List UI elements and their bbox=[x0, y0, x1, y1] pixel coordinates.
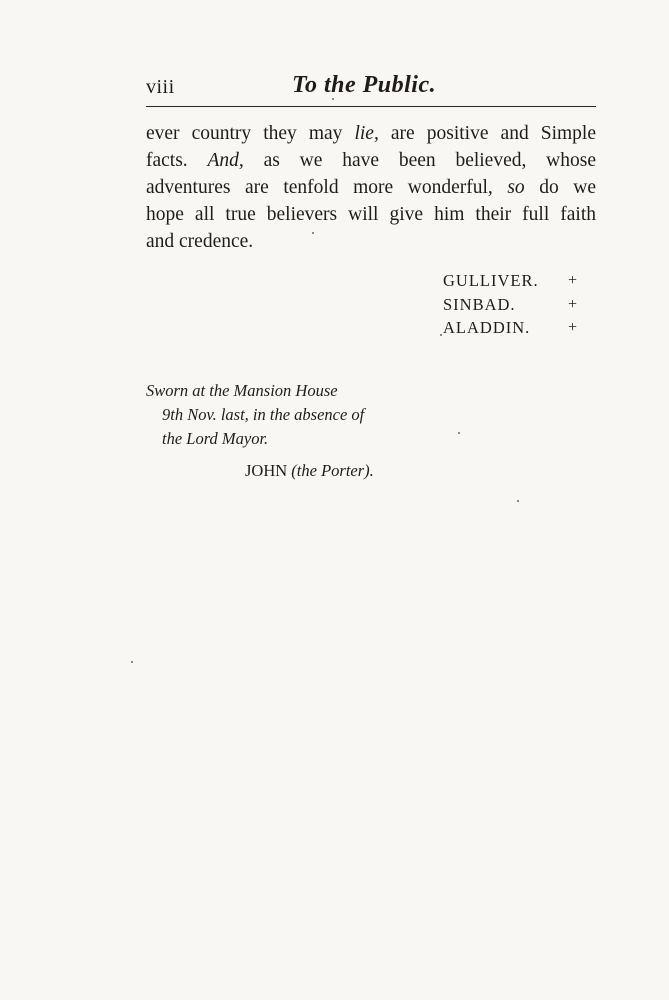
body-line bbox=[146, 228, 596, 255]
oath-line: Sworn at the Mansion House bbox=[146, 381, 338, 400]
page-header bbox=[146, 72, 596, 102]
body-text-segment: as we have been believed, whose bbox=[243, 150, 596, 171]
oath-line: 9th Nov. last, in the absence of bbox=[162, 405, 365, 424]
page-number: viii bbox=[146, 76, 175, 98]
print-speck bbox=[517, 500, 519, 502]
running-title: To the Public. bbox=[292, 72, 437, 98]
oath-signer-role: (the Porter). bbox=[291, 461, 374, 480]
signature-row bbox=[443, 269, 593, 293]
print-speck bbox=[312, 232, 314, 234]
oath-line: the Lord Mayor. bbox=[162, 429, 269, 448]
body-text-segment: ever country they may bbox=[146, 123, 355, 144]
body-line bbox=[146, 174, 596, 201]
body-paragraph bbox=[146, 120, 596, 255]
signature-name: ALADDIN. bbox=[443, 318, 531, 337]
body-line bbox=[146, 201, 596, 228]
body-line bbox=[146, 147, 596, 174]
print-speck bbox=[458, 432, 460, 434]
body-italic-segment: so bbox=[507, 177, 525, 198]
signature-row bbox=[443, 293, 593, 317]
body-text-segment: facts. bbox=[146, 150, 208, 171]
signature-row bbox=[443, 316, 593, 340]
oath-block bbox=[146, 379, 406, 451]
signature-name: SINBAD. bbox=[443, 294, 516, 314]
print-speck bbox=[440, 334, 442, 336]
cross-mark-icon: + bbox=[568, 272, 579, 289]
print-speck bbox=[131, 661, 133, 663]
cross-mark-icon: + bbox=[568, 295, 579, 313]
body-text-segment: do we bbox=[524, 177, 596, 198]
body-text-segment: and credence. bbox=[146, 231, 254, 252]
print-speck bbox=[332, 98, 334, 100]
body-text-segment: are positive and Simple bbox=[378, 123, 596, 144]
oath-signer-name: JOHN bbox=[245, 461, 288, 480]
signatures-block bbox=[443, 269, 593, 340]
cross-mark-icon: + bbox=[568, 319, 579, 336]
body-text-segment: adventures are tenfold more wonderful, bbox=[146, 177, 508, 198]
body-text-segment: hope all true believers will give him their full faith bbox=[146, 204, 596, 225]
body-italic-segment: lie, bbox=[354, 123, 379, 144]
header-rule bbox=[146, 106, 596, 107]
oath-signer bbox=[245, 461, 374, 481]
signature-name: GULLIVER. bbox=[443, 271, 539, 290]
body-line bbox=[146, 120, 596, 147]
body-italic-segment: And, bbox=[207, 150, 244, 171]
